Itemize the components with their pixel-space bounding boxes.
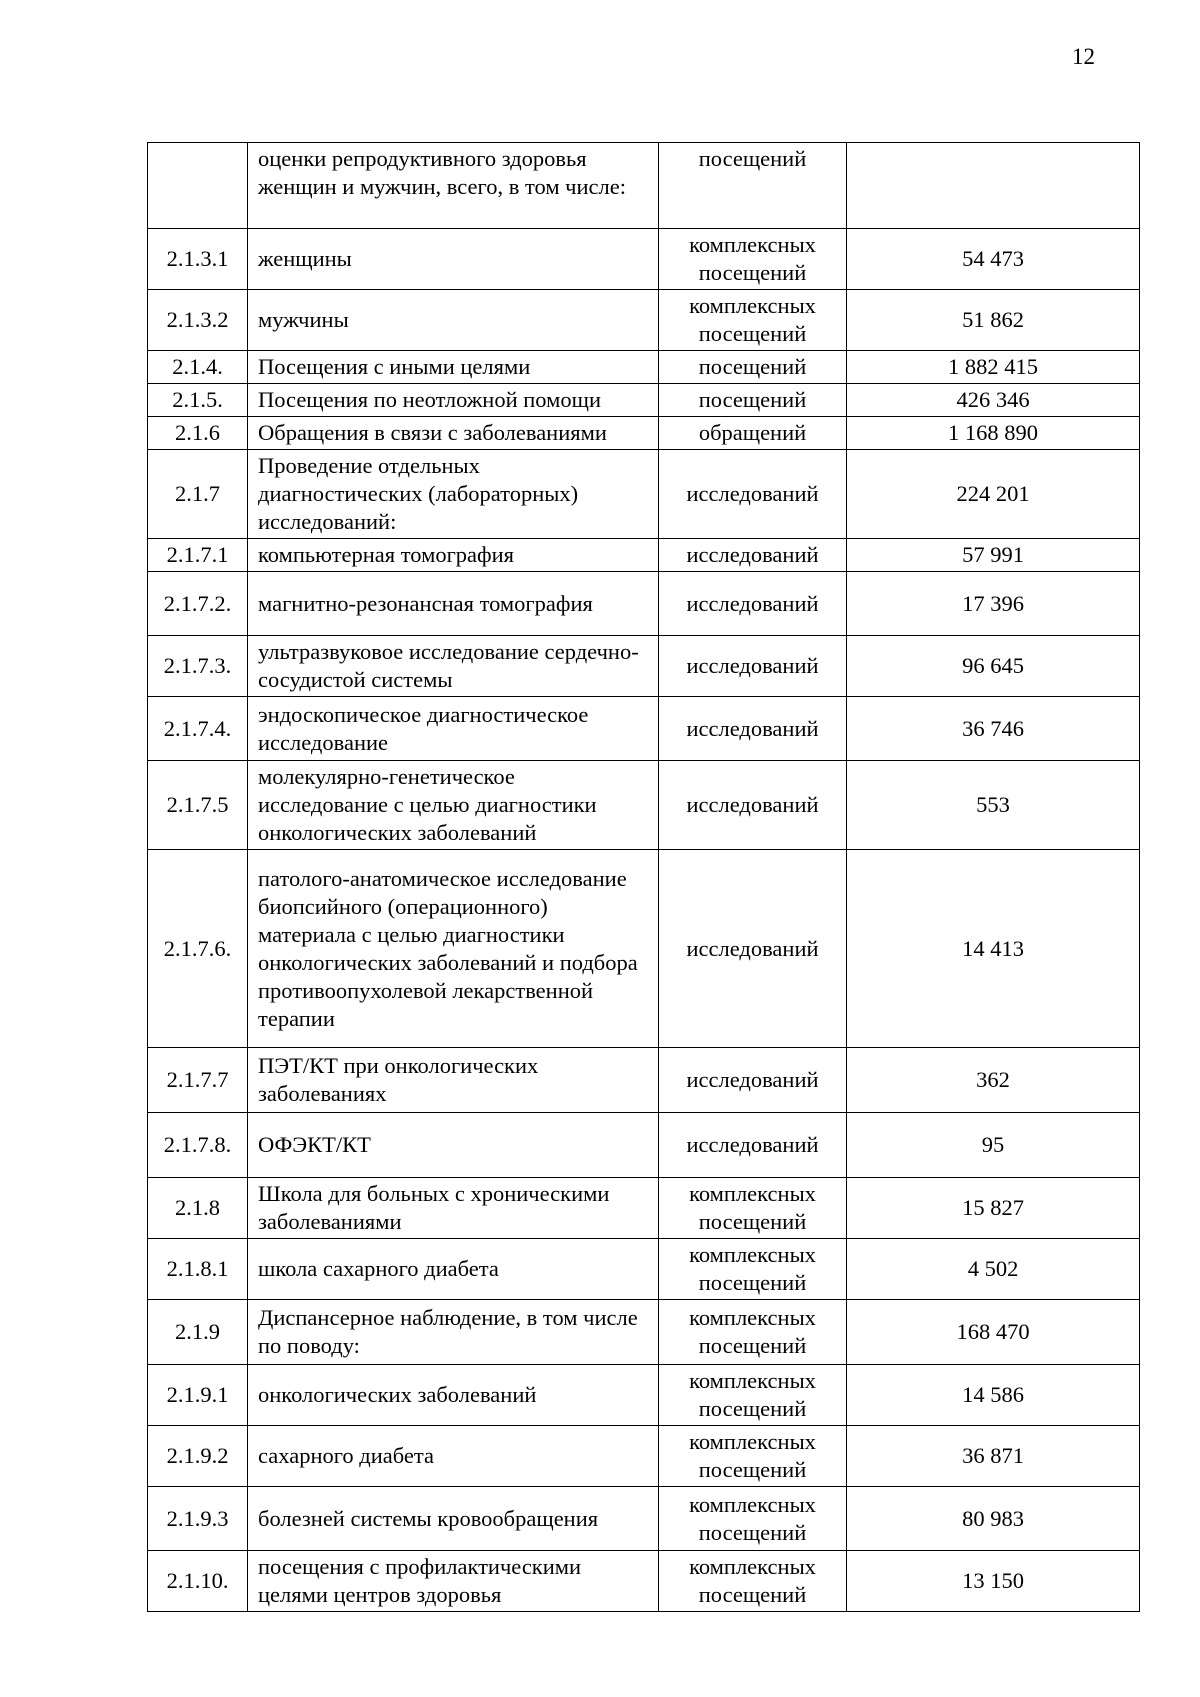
row-value: 36 871 xyxy=(847,1426,1140,1487)
row-name: сахарного диабета xyxy=(248,1426,659,1487)
row-number: 2.1.4. xyxy=(148,351,248,384)
table-row xyxy=(148,1178,1140,1239)
row-unit: посещений xyxy=(659,143,847,229)
row-unit: комплексных посещений xyxy=(659,1178,847,1239)
row-unit: посещений xyxy=(659,384,847,417)
row-value: 1 882 415 xyxy=(847,351,1140,384)
row-unit: обращений xyxy=(659,417,847,450)
row-unit: комплексных посещений xyxy=(659,1487,847,1551)
table-row xyxy=(148,761,1140,850)
row-value: 15 827 xyxy=(847,1178,1140,1239)
row-name: женщины xyxy=(248,229,659,290)
table-row xyxy=(148,1365,1140,1426)
row-value: 95 xyxy=(847,1113,1140,1178)
row-number: 2.1.9.2 xyxy=(148,1426,248,1487)
row-value: 426 346 xyxy=(847,384,1140,417)
row-number: 2.1.9 xyxy=(148,1300,248,1365)
row-number: 2.1.3.2 xyxy=(148,290,248,351)
row-value: 80 983 xyxy=(847,1487,1140,1551)
row-value: 553 xyxy=(847,761,1140,850)
table-row xyxy=(148,351,1140,384)
row-unit: исследований xyxy=(659,636,847,697)
table-row xyxy=(148,850,1140,1048)
table-row xyxy=(148,1426,1140,1487)
row-number: 2.1.5. xyxy=(148,384,248,417)
row-unit: исследований xyxy=(659,450,847,539)
row-name: школа сахарного диабета xyxy=(248,1239,659,1300)
table-row xyxy=(148,1551,1140,1612)
table-row xyxy=(148,417,1140,450)
row-value: 51 862 xyxy=(847,290,1140,351)
row-number: 2.1.7.1 xyxy=(148,539,248,572)
row-unit: комплексных посещений xyxy=(659,1551,847,1612)
row-name: ПЭТ/КТ при онкологических заболеваниях xyxy=(248,1048,659,1113)
table-row xyxy=(148,384,1140,417)
row-unit: исследований xyxy=(659,697,847,761)
row-name: эндоскопическое диагностическое исследование xyxy=(248,697,659,761)
row-name: Посещения с иными целями xyxy=(248,351,659,384)
table-row xyxy=(148,1239,1140,1300)
row-value xyxy=(847,143,1140,229)
row-number: 2.1.7.5 xyxy=(148,761,248,850)
row-unit: комплексных посещений xyxy=(659,290,847,351)
row-value: 17 396 xyxy=(847,572,1140,636)
row-name: ОФЭКТ/КТ xyxy=(248,1113,659,1178)
row-unit: комплексных посещений xyxy=(659,1365,847,1426)
row-unit: комплексных посещений xyxy=(659,1239,847,1300)
row-number: 2.1.7.7 xyxy=(148,1048,248,1113)
table-row xyxy=(148,1113,1140,1178)
row-name: Проведение отдельных диагностических (лабораторных) исследований: xyxy=(248,450,659,539)
row-name: молекулярно-генетическое исследование с целью диагностики онкологических заболеваний xyxy=(248,761,659,850)
row-unit: исследований xyxy=(659,539,847,572)
row-number: 2.1.10. xyxy=(148,1551,248,1612)
row-name: Диспансерное наблюдение, в том числе по поводу: xyxy=(248,1300,659,1365)
table-row xyxy=(148,539,1140,572)
table-row xyxy=(148,1487,1140,1551)
table-row xyxy=(148,1300,1140,1365)
row-number: 2.1.3.1 xyxy=(148,229,248,290)
table-row xyxy=(148,229,1140,290)
table-row xyxy=(148,290,1140,351)
row-value: 96 645 xyxy=(847,636,1140,697)
row-value: 168 470 xyxy=(847,1300,1140,1365)
table-row xyxy=(148,697,1140,761)
row-name: онкологических заболеваний xyxy=(248,1365,659,1426)
row-number: 2.1.7.6. xyxy=(148,850,248,1048)
row-value: 14 586 xyxy=(847,1365,1140,1426)
row-value: 1 168 890 xyxy=(847,417,1140,450)
row-name: мужчины xyxy=(248,290,659,351)
row-name: болезней системы кровообращения xyxy=(248,1487,659,1551)
row-unit: исследований xyxy=(659,761,847,850)
table-row xyxy=(148,143,1140,229)
row-number xyxy=(148,143,248,229)
row-number: 2.1.9.3 xyxy=(148,1487,248,1551)
row-name: компьютерная томография xyxy=(248,539,659,572)
row-unit: исследований xyxy=(659,572,847,636)
row-name: патолого-анатомическое исследование биопсийного (операционного) материала с целью диагностики онкологических заболеваний и подбора противоопухолевой лекарственной терапии xyxy=(248,850,659,1048)
row-number: 2.1.7 xyxy=(148,450,248,539)
row-name: ультразвуковое исследование сердечно-сосудистой системы xyxy=(248,636,659,697)
row-value: 14 413 xyxy=(847,850,1140,1048)
row-value: 54 473 xyxy=(847,229,1140,290)
row-name: Обращения в связи с заболеваниями xyxy=(248,417,659,450)
statistics-table xyxy=(147,142,1140,1612)
table-row xyxy=(148,450,1140,539)
row-number: 2.1.7.8. xyxy=(148,1113,248,1178)
row-number: 2.1.7.3. xyxy=(148,636,248,697)
row-unit: исследований xyxy=(659,850,847,1048)
row-name: оценки репродуктивного здоровья женщин и мужчин, всего, в том числе: xyxy=(248,143,659,229)
table-row xyxy=(148,572,1140,636)
page-number: 12 xyxy=(1072,44,1095,69)
row-name: магнитно-резонансная томография xyxy=(248,572,659,636)
row-unit: комплексных посещений xyxy=(659,1426,847,1487)
row-unit: посещений xyxy=(659,351,847,384)
row-value: 36 746 xyxy=(847,697,1140,761)
row-name: Школа для больных с хроническими заболеваниями xyxy=(248,1178,659,1239)
row-unit: комплексных посещений xyxy=(659,229,847,290)
row-unit: комплексных посещений xyxy=(659,1300,847,1365)
table-row xyxy=(148,636,1140,697)
row-unit: исследований xyxy=(659,1113,847,1178)
row-value: 224 201 xyxy=(847,450,1140,539)
row-unit: исследований xyxy=(659,1048,847,1113)
row-value: 362 xyxy=(847,1048,1140,1113)
row-value: 4 502 xyxy=(847,1239,1140,1300)
row-value: 57 991 xyxy=(847,539,1140,572)
row-name: Посещения по неотложной помощи xyxy=(248,384,659,417)
row-number: 2.1.7.2. xyxy=(148,572,248,636)
row-number: 2.1.8 xyxy=(148,1178,248,1239)
row-number: 2.1.8.1 xyxy=(148,1239,248,1300)
row-number: 2.1.6 xyxy=(148,417,248,450)
row-name: посещения с профилактическими целями центров здоровья xyxy=(248,1551,659,1612)
row-number: 2.1.9.1 xyxy=(148,1365,248,1426)
row-value: 13 150 xyxy=(847,1551,1140,1612)
row-number: 2.1.7.4. xyxy=(148,697,248,761)
table-row xyxy=(148,1048,1140,1113)
